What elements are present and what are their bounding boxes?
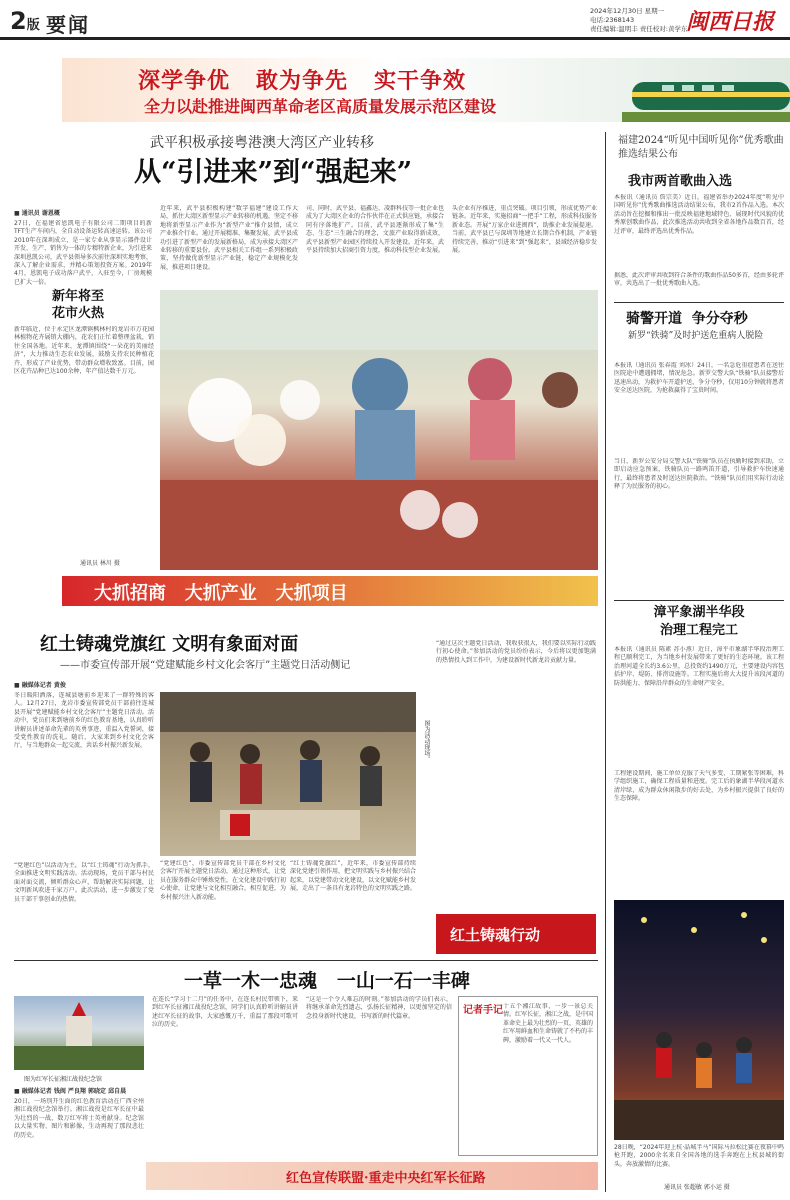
party-photo-caption: 图为活动现场。 bbox=[423, 720, 430, 762]
divider bbox=[614, 302, 784, 303]
party-text4: “红土铸魂党旗红”，近年来，市委宣传部持续深化党建引领作用，把文明实践与乡村振兴结合起来，以党建带动文化建设，以文化赋能乡村发展，走出了一条具有龙岩特色的文明实践之路。 bbox=[290, 860, 416, 893]
column-divider bbox=[605, 132, 606, 1192]
lead-col4: 头企业有序推进，重点突破。项目引领，形成优势产业链条。近年来，实施招商“一把手”工程，形成科技服务新业态。开展“万家企业进闽西”，助推企业发展提速。当前，武平县已与深圳等地建立长期合作机制，产业链持续完善，推动“引进来”到“强起来”，县域经济稳步发展。 bbox=[452, 205, 597, 255]
party-text1: 冬日暖阳洒落，连城县塘前乡迎来了一群特殊的客人。12月27日，龙岩市委宣传部党员干部前往连城县开展“党建赋能乡村文化会客厅”主题党日活动。活动中，党员们来到塘前乡的红色教育基地，认真聆听讲解员讲述革命先辈的英勇事迹，重温入党誓词，接受党性教育的洗礼。随后，大家来到乡村文化会客厅，与当地群众一起交流，共话乡村振兴新发展。 bbox=[14, 692, 154, 750]
memorial-photo bbox=[14, 996, 144, 1070]
party-text3: “党建红色”，市委宣传部党员干部在乡村文化会客厅开展主题党日活动，通过这种形式，让党员在服务群众中锤炼党性，在文化建设中践行初心使命，让党建与文化相互融合，相互促进，为乡村振兴注入新动能。 bbox=[160, 860, 286, 901]
marathon-caption: 28日晚，“2024年迎上杭·晶城半马”国际马拉松比赛在夜幕中鸣枪开跑，2000余名来自全国各地的选手奔跑在上杭县城的街头，奔放激情的比赛。 bbox=[614, 1144, 784, 1168]
lake-text2: 工程建设期间，施工单位克服了天气多变、工期紧张等困难，科学组织施工，确保工程质量和进度。完工后的象湖半华段河道水清岸绿，成为群众休闲散步的好去处，为乡村振兴提供了良好的生态保障。 bbox=[614, 770, 784, 803]
banner-slogan: 深学争优 敢为争先 实干争效 bbox=[138, 68, 466, 94]
investment-banner bbox=[62, 576, 598, 606]
lead-byline: ■ 通讯员 谢恩概 bbox=[14, 210, 60, 217]
banner-subslogan: 全力以赴推进闽西革命老区高质量发展示范区建设 bbox=[144, 97, 497, 116]
flower-caption: 新年临近，位于永定区龙潭镇枫林村的龙岩市万花园林植物花卉展销大棚内，花农们正忙着整理盆栽，销往全国各地。近年来，龙潭镇围绕“一朵花的美丽经济”，大力推动生态农业发展，鼓励支持农民种植花卉，形成了产业优势，带动群众增收致富。目前，园区花卉品种已达100余种，年产值达数千万元。 bbox=[14, 326, 154, 376]
lead-col1: 27日，在福建省恩凯电子有限公司二期项目的新TFT生产车间内，全自动设备运转高速运转。该公司2010年在深圳成立，是一家专业从事显示器件设计开发、生产、销售为一体的专精特新企业，为引进来深圳恩凯公司，武平县领导多次前往深圳实地考察，深入了解企业需求，并精心策划投资方案。2019年4月，恩凯电子成功落户武平，入驻至今，厂房规模已扩大一倍。 bbox=[14, 220, 152, 286]
soul-text3: “这是一个令人难忘的时刻。”参加活动的学员们表示，将继承革命先烈遗志，弘扬长征精神，以更加坚定的信念投身新时代建设，书写新的时代篇章。 bbox=[306, 996, 452, 1020]
note-title: 记者手记 bbox=[463, 1005, 503, 1016]
masthead-rule bbox=[0, 37, 790, 40]
police-text: 本报讯（通讯员 张春霞 刘冰）24日，一名急危重症患者在送往医院途中遭遇拥堵，情况危急。新罗交警大队“铁骑”队员接警后迅速出动，为救护车开道护送，争分夺秒，仅用10分钟就将患者安全送达医院，为抢救赢得了宝贵时间。 bbox=[614, 362, 784, 395]
lead-kicker: 武平积极承接粤港澳大湾区产业转移 bbox=[150, 135, 374, 151]
train-graphic bbox=[622, 58, 790, 122]
long-march-text: 红色宣传联盟·重走中央红军长征路 bbox=[286, 1171, 486, 1186]
lake-title: 漳平象湖半华段 治理工程完工 bbox=[653, 605, 745, 638]
soul-headline: 一草一木一忠魂 一山一石一丰碑 bbox=[184, 970, 470, 992]
songs-title: 我市两首歌曲入选 bbox=[628, 174, 733, 189]
section-title: 要闻 bbox=[46, 13, 90, 37]
photo-story-title: 新年将至 花市火热 bbox=[52, 289, 105, 321]
masthead bbox=[0, 0, 790, 40]
reporter-note bbox=[458, 996, 598, 1156]
party-text5: “通过这次主题党日活动，我收获很大，我们要以实际行动践行初心使命。”参加活动的党员纷纷表示，今后将以更加饱满的热情投入到工作中，为建设新时代新龙岩贡献力量。 bbox=[436, 640, 596, 664]
police-text2: 当日，新罗公安分局交警大队“铁骑”队员在执勤时接到求助，立即启动应急预案，铁骑队员一路鸣笛开道，引导救护车快速通行，最终将患者及时送达医院救治。“铁骑”队员们用实际行动诠释了为民服务的初心。 bbox=[614, 458, 784, 491]
marathon-credit: 通讯员 张超敏 郭小运 摄 bbox=[664, 1184, 730, 1191]
soul-text1: 20日，一场别开生面的红色教育活动在广西全州湘江战役纪念馆举行。湘江战役是红军长征中最为壮烈的一战，数万红军将士英勇献身。纪念馆以大量实物、图片和影像，生动再现了那段悲壮的历史。 bbox=[14, 1098, 144, 1139]
songs-text: 本报讯（通讯员 詹宗美）近日，福建省举办2024年度“听见中国听见你”优秀歌曲推选活动结果公布，我市2首作品入选。本次活动旨在挖掘和推出一批反映福建地域特色、展现时代风貌的优秀原创歌曲作品，此次推选活动共收到全省各地作品数百首，经过评审，最终评选出优秀作品。 bbox=[614, 194, 784, 235]
divider bbox=[14, 960, 598, 961]
party-stamp bbox=[436, 914, 596, 954]
investment-slogan: 大抓招商 大抓产业 大抓项目 bbox=[94, 583, 348, 604]
long-march-banner bbox=[146, 1162, 598, 1190]
flower-market-photo bbox=[160, 290, 598, 570]
lead-col3: 司、同时，武平县、福鑫达、凌群科技等一批企业也成为了大湾区企业的合作伙伴在正式供应链，承接合同有序落地扩产。目前，武平县逐渐形成了集“生态、生态”三生融合的理念，文旅产业取得新成效，武平县新型产业园区持续投入开发建设。近年来，武平县持续加大招商引资力度，推动科技型企业发展。 bbox=[306, 205, 444, 255]
party-byline: ■ 融媒体记者 黄俊 bbox=[14, 682, 66, 689]
top-banner bbox=[62, 58, 790, 122]
phone: 电话:2368143 bbox=[590, 16, 635, 24]
police-subtitle: 新罗“铁骑”及时护送危重病人脱险 bbox=[628, 331, 764, 341]
divider bbox=[614, 600, 784, 601]
party-subhead: ——市委宣传部开展“党建赋能乡村文化会客厅”主题党日活动侧记 bbox=[60, 660, 351, 671]
marathon-photo bbox=[614, 900, 784, 1140]
lead-headline: 从“引进来”到“强起来” bbox=[134, 157, 413, 188]
issue-date: 2024年12月30日 星期一 bbox=[590, 7, 665, 15]
party-headline: 红土铸魂党旗红 文明有象面对面 bbox=[40, 634, 299, 655]
note-text: 十五个湘江故事，一步一景总关情。红军长征，湘江之战，是中国革命史上最为壮烈的一页，英雄的红军用鲜血和生命铸就了不朽的丰碑，激励着一代又一代人。 bbox=[503, 1003, 593, 1044]
page-number: 2版 bbox=[10, 7, 40, 35]
editors: 责任编辑:温明丰 责任校对:黄学东 bbox=[590, 25, 688, 33]
party-activity-photo bbox=[160, 692, 416, 856]
police-title: 骑警开道 争分夺秒 bbox=[626, 311, 748, 327]
lake-text: 本报讯（通讯员 陈素 苏小燕）近日，漳平市象湖半华段治理工程已顺利完工，为当地乡村发展带来了更好的生态环境。该工程治理河道全长约3.6公里，总投资约1490万元，主要建设内容包括护岸、堤防、排涝设施等。工程实施后将大大提升该段河道的防洪能力，保障沿岸群众的生命财产安全。 bbox=[614, 646, 784, 687]
soul-text2: 在连长“学习十二月”的任务中，在连长村民带领下，来到红军长征湘江战役纪念馆，同学们认真聆听讲解员讲述红军长征的故事，大家感慨万千，重温了那段可歌可泣的历史。 bbox=[152, 996, 298, 1029]
songs-kicker: 福建2024“听见中国听见你”优秀歌曲推选结果公布 bbox=[618, 135, 784, 160]
memorial-caption: 图为红军长征湘江战役纪念馆 bbox=[24, 1076, 103, 1083]
flower-credit: 通讯员 林川 摄 bbox=[80, 560, 120, 567]
party-stamp-text: 红土铸魂行动 bbox=[450, 926, 541, 944]
party-text2: “党建红色”以活动为主，以“红土铸魂”行动为抓手，全面推进文明实践活动。活动现场，党员干部与村民面对面交流，倾听群众心声，帮助解决实际问题，让文明新风吹进千家万户。此次活动，进一步激发了党员干部干事创业的热情。 bbox=[14, 862, 154, 903]
newspaper-logo: 闽西日报 bbox=[686, 9, 775, 35]
lead-col2: 近年来，武平县积极构建“数字福建”建设工作大局，抓住大湾区新型显示产业转移的机遇，坚定不移地将新型显示产业作为“新型产业”推介县情，成立产业推介行业。通过开展精准、集聚发展，武平县成功引进了新型产业的发展新格局，成为承接大湾区产业转移的重要县份。武平县相关工作组一系列积极政策，坚持做优新型显示产业链，稳定产业规模化发展，推进项目建设。 bbox=[160, 205, 298, 271]
soul-byline: ■ 融媒体记者 钱闽 严良翔 郭晓定 邱自晨 bbox=[14, 1088, 127, 1095]
songs-text2: 据悉，此次评审共收到符合条件的歌曲作品50多首，经由多轮评审，共选出了一批优秀歌曲入选。 bbox=[614, 272, 784, 288]
